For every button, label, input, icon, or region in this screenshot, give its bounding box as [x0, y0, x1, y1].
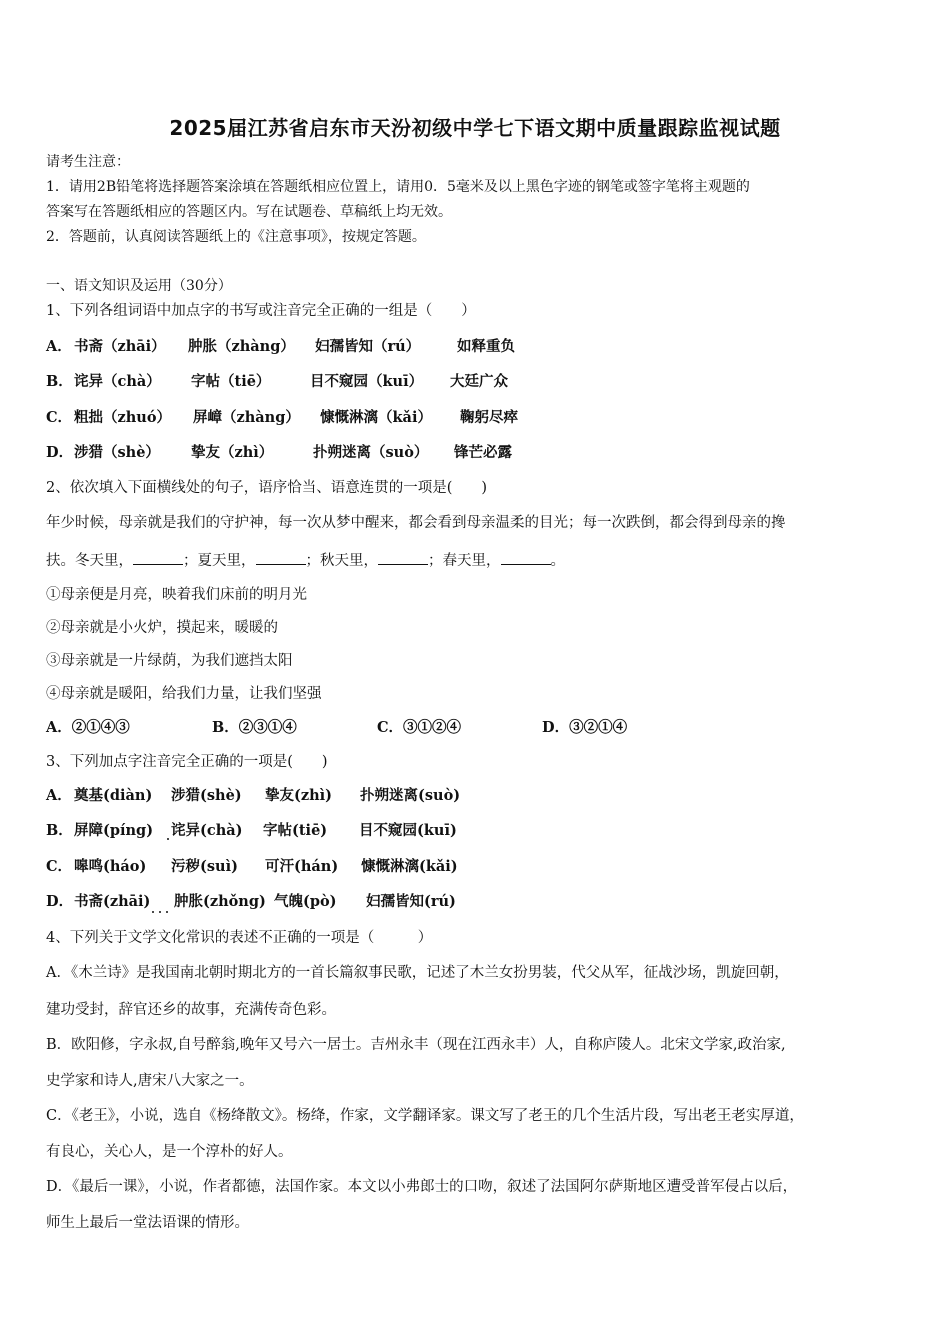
- notice-heading: 请考生注意：: [46, 154, 130, 170]
- q2-sentence-1: ①母亲便是月亮，映着我们床前的明月光: [46, 587, 307, 603]
- q4-stem: 4、下列关于文学文化常识的表述不正确的一项是（ ）: [46, 930, 433, 946]
- q2-option-d: D．③②①④: [542, 719, 628, 736]
- q4-option-d-line-2: 师生上最后一堂法语课的情形。: [46, 1215, 249, 1231]
- blank-3: [378, 550, 428, 565]
- page-title: 2025届江苏省启东市天汾初级中学七下语文期中质量跟踪监视试题: [169, 116, 781, 140]
- q4-option-b-line-1: B．欧阳修，字永叔,自号醉翁,晚年又号六一居士。吉州永丰（现在江西永丰）人，自称庐陵人。北宋文学家,政治家,: [46, 1037, 786, 1053]
- q2-passage-line-1: 年少时候，母亲就是我们的守护神，每一次从梦中醒来，都会看到母亲温柔的目光；每一次跌倒，都会得到母亲的搀: [46, 515, 786, 531]
- q4-option-b-line-2: 史学家和诗人,唐宋八大家之一。: [46, 1073, 254, 1089]
- q4-option-d-line-1: D．《最后一课》，小说，作者都德，法国作家。本文以小弗郎士的口吻，叙述了法国阿尔萨斯地区遭受普军侵占以后，: [46, 1179, 798, 1195]
- notice-line-2: 答案写在答题纸相应的答题区内。写在试题卷、草稿纸上均无效。: [46, 204, 452, 220]
- q4-option-a-line-1: A．《木兰诗》是我国南北朝时期北方的一首长篇叙事民歌，记述了木兰女扮男装，代父从军，征战沙场，凯旋回朝，: [46, 965, 789, 981]
- q2-sentence-3: ③母亲就是一片绿荫，为我们遮挡太阳: [46, 653, 293, 669]
- q2-sentence-2: ②母亲就是小火炉，摸起来，暖暖的: [46, 620, 278, 636]
- q4-option-a-line-2: 建功受封，辞官还乡的故事，充满传奇色彩。: [46, 1002, 336, 1018]
- emphasis-dot: [152, 911, 154, 913]
- q2-passage-line-2: 扶。冬天里， ；夏天里， ；秋天里， ；春天里， 。: [46, 550, 565, 571]
- q4-option-c-line-1: C．《老王》，小说，选自《杨绛散文》。杨绛，作家，文学翻译家。课文写了老王的几个生活片段，写出老王老实厚道，: [46, 1108, 804, 1124]
- q1-stem: 1、下列各组词语中加点字的书写或注音完全正确的一组是（ ）: [46, 303, 476, 319]
- document-page: 2025届江苏省启东市天汾初级中学七下语文期中质量跟踪监视试题 请考生注意： 1．请用2B铅笔将选择题答案涂填在答题纸相应位置上，请用0．5毫米及以上黑色字迹的钢笔或签字笔将主观题的 答案写在答题纸相应的答题区内。写在试题卷、草稿纸上均无效。 2．答题前，认真阅读答题纸上的《注意事项》，按规定答题。 一、语文知识及运用（30分） 1、下列各组词语中加点字的书写或注音完全正确的一组是（ ） A． 书斋（zhāi） 肿胀（zhàng） 妇孺皆知（rú） 如释重负 B． 诧异（chà） 字帖（tiē） 目不窥园（kuī） 大廷广众 C． 粗拙（zhuó） 屏嶂（zhàng） 慷慨淋漓（kǎi） 鞠躬尽瘁 D． 涉猎（shè） 挚友（zhì） 扑朔迷离（suò） 锋芒必露 2、依次填入下面横线处的句子，语序恰当、语意连贯的一项是( ) 年少时候，母亲就是我们的守护神，每一次从梦中醒来，都会看到母亲温柔的目光；每一次跌倒，都会得到母亲的搀 扶。冬天里， ；夏天里， ；秋天里， ；春天里， 。 ①母亲便是月亮，映着我们床前的明月光 ②母亲就是小火炉，摸起来，暖暖的 ③母亲就是一片绿荫，为我们遮挡太阳 ④母亲就是暖阳，给我们力量，让我们坚强 A．②①④③ B．②③①④ C．③①②④ D．③②①④ 3、下列加点字注音完全正确的一项是( ) A． 奠基(diàn) 涉猎(shè) 挚友(zhì) 扑朔迷离(suò) B． 屏障(píng) 诧异(chà) 字帖(tiē) 目不窥园(kuī) C． 嗥鸣(háo) 污秽(suì) 可汗(hán) 慷慨淋漓(kǎi) D． 书斋(zhāi) 肿胀(zhǒng) 气魄(pò) 妇孺皆知(rú) 4、下列关于文学文化常识的表述不正确的一项是（ ） A．《木兰诗》是我国南北朝时期北方的一首长篇叙事民歌，记述了木兰女扮男装，代父从军，征战沙场，凯旋回朝， 建功受封，辞官还乡的故事，充满传奇色彩。 B．欧阳修，字永叔,自号醉翁,晚年又号六一居士。吉州永丰（现在江西永丰）人，自称庐陵人。北宋文学家,政治家, 史学家和诗人,唐宋八大家之一。 C．《老王》，小说，选自《杨绛散文》。杨绛，作家，文学翻译家。课文写了老王的几个生活片段，写出老王老实厚道， 有良心，关心人，是一个淳朴的好人。 D．《最后一课》，小说，作者都德，法国作家。本文以小弗郎士的口吻，叙述了法国阿尔萨斯地区遭受普军侵占以后， 师生上最后一堂法语课的情形。: [0, 0, 950, 1344]
- blank-2: [256, 550, 306, 565]
- q2-option-c: C．③①②④: [377, 719, 462, 736]
- q2-sentence-4: ④母亲就是暖阳，给我们力量，让我们坚强: [46, 686, 322, 702]
- q4-option-c-line-2: 有良心，关心人，是一个淳朴的好人。: [46, 1144, 293, 1160]
- q2-option-b: B．②③①④: [212, 719, 297, 736]
- q2-stem: 2、依次填入下面横线处的句子，语序恰当、语意连贯的一项是( ): [46, 480, 488, 496]
- blank-1: [133, 550, 183, 565]
- q2-option-a: A．②①④③: [46, 719, 130, 736]
- q3-stem: 3、下列加点字注音完全正确的一项是( ): [46, 754, 328, 770]
- emphasis-dot: [167, 838, 169, 840]
- notice-line-1: 1．请用2B铅笔将选择题答案涂填在答题纸相应位置上，请用0．5毫米及以上黑色字迹的钢笔或签字笔将主观题的: [46, 179, 750, 195]
- emphasis-dot: [166, 911, 168, 913]
- section-heading: 一、语文知识及运用（30分）: [46, 278, 232, 294]
- blank-4: [501, 550, 551, 565]
- emphasis-dot: [159, 911, 161, 913]
- notice-line-3: 2．答题前，认真阅读答题纸上的《注意事项》，按规定答题。: [46, 229, 426, 245]
